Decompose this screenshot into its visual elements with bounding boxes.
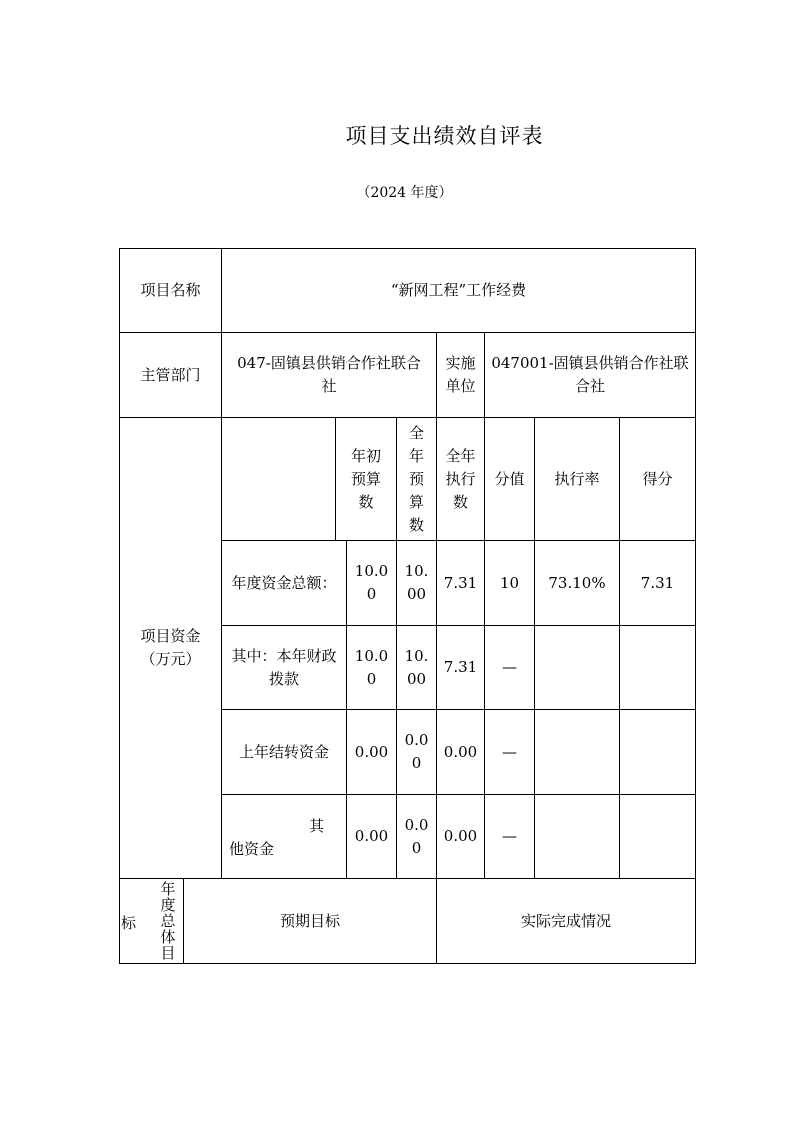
row-exec: 0.00	[443, 742, 478, 761]
row-exec: 0.00	[443, 827, 478, 845]
row-score-value: —	[502, 827, 517, 845]
row-score	[620, 710, 695, 794]
implementing-unit-label: 实施单位	[445, 354, 476, 395]
row-score-value: 10	[499, 573, 520, 592]
row-full: 10.00	[404, 562, 429, 603]
fiscal-year: （2024 年度）	[356, 185, 453, 201]
department-label: 主管部门	[140, 365, 201, 384]
row-initial: 0.00	[354, 742, 389, 761]
row-full: 0.00	[404, 815, 429, 857]
department-value: 047-固镇县供销合作社联合社	[237, 354, 421, 395]
header-exec-rate: 执行率	[554, 469, 600, 488]
row-rate: 73.10%	[548, 573, 606, 592]
row-rate	[535, 710, 619, 794]
row-rate	[535, 795, 619, 878]
row-label	[222, 795, 346, 878]
header-score-value: 分值	[494, 469, 525, 488]
row-exec: 7.31	[443, 658, 478, 676]
project-name-value: “新网工程”工作经费	[390, 281, 527, 299]
row-initial: 10.00	[354, 562, 389, 603]
page-title: 项目支出绩效自评表	[345, 124, 544, 148]
row-label-part-a: 其	[308, 817, 324, 835]
row-score-value: —	[502, 742, 517, 761]
row-score-value: —	[502, 658, 517, 676]
project-name-label: 项目名称	[140, 281, 201, 299]
funds-label: 项目资金（万元）	[140, 627, 201, 668]
row-score: 7.31	[640, 573, 675, 592]
goal-label	[120, 879, 183, 963]
row-label-part-b: 他资金	[229, 840, 275, 858]
header-initial-budget: 年初预算数	[351, 446, 382, 511]
header-executed: 全年执行数	[445, 446, 476, 511]
implementing-unit-value: 047001-固镇县供销合作社联合社	[491, 354, 689, 395]
header-full-budget: 全年预算数	[408, 423, 424, 534]
row-exec: 7.31	[443, 573, 478, 592]
row-initial: 0.00	[354, 827, 389, 845]
row-label: 上年结转资金	[238, 742, 329, 761]
row-label: 年度资金总额：	[231, 573, 337, 592]
goal-label-tail: 标	[121, 914, 137, 932]
row-label: 其中：本年财政拨款	[231, 646, 337, 688]
actual-completion-header: 实际完成情况	[520, 911, 611, 930]
row-full: 10.00	[404, 646, 429, 688]
row-rate	[535, 626, 619, 709]
goal-label-vertical: 年度总体目	[160, 880, 176, 962]
expected-goal-header: 预期目标	[279, 911, 340, 930]
row-full: 0.00	[404, 731, 429, 772]
header-score: 得分	[642, 469, 673, 488]
row-initial: 10.00	[354, 646, 389, 688]
row-score	[620, 795, 695, 878]
row-score	[620, 626, 695, 709]
